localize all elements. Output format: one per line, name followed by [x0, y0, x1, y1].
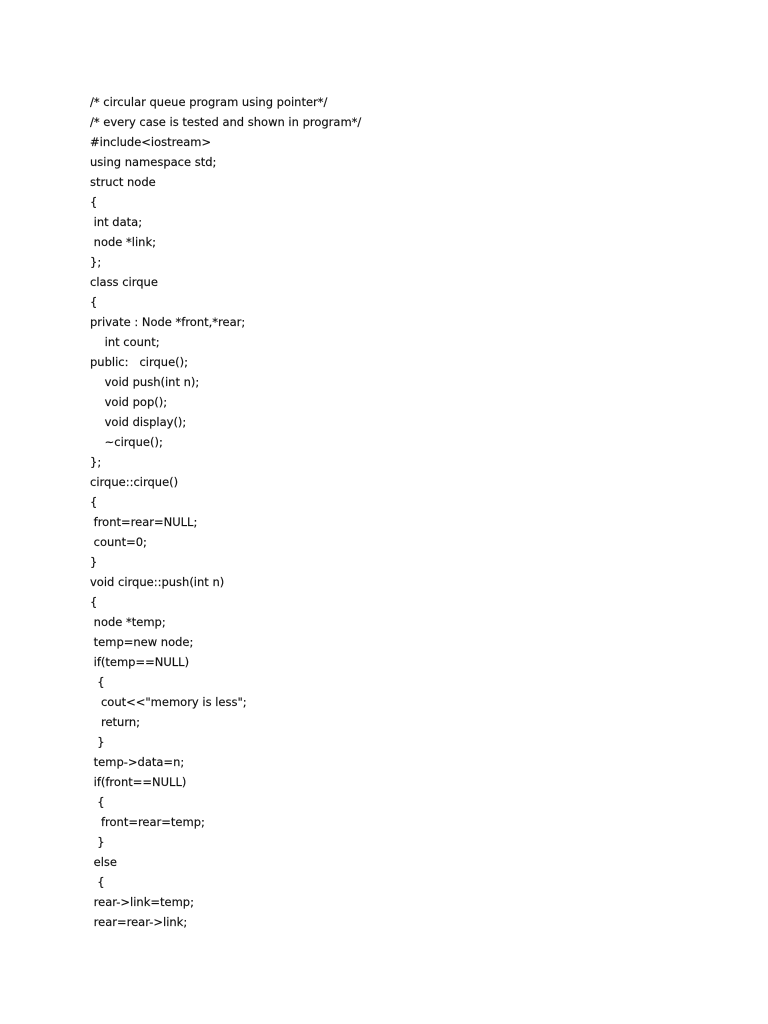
code-line: void display();	[90, 415, 187, 429]
code-line: front=rear=NULL;	[90, 515, 198, 529]
code-line: class cirque	[90, 275, 158, 289]
code-line: struct node	[90, 175, 156, 189]
code-line: {	[90, 875, 105, 889]
code-listing	[90, 92, 361, 932]
code-line: node *link;	[90, 235, 156, 249]
code-line: rear=rear->link;	[90, 915, 188, 929]
code-line: count=0;	[90, 535, 147, 549]
code-line: if(temp==NULL)	[90, 655, 190, 669]
code-line: private : Node *front,*rear;	[90, 315, 246, 329]
code-line: cirque::cirque()	[90, 475, 179, 489]
code-line: void pop();	[90, 395, 168, 409]
code-line: int data;	[90, 215, 143, 229]
code-line: {	[90, 195, 98, 209]
code-line: temp=new node;	[90, 635, 194, 649]
code-line: ~cirque();	[90, 435, 163, 449]
code-line: else	[90, 855, 117, 869]
code-line: void cirque::push(int n)	[90, 575, 225, 589]
code-line: }	[90, 835, 105, 849]
code-line: {	[90, 295, 98, 309]
code-line: node *temp;	[90, 615, 166, 629]
code-line: front=rear=temp;	[90, 815, 205, 829]
code-line: if(front==NULL)	[90, 775, 187, 789]
code-line: rear->link=temp;	[90, 895, 194, 909]
code-line: }	[90, 735, 105, 749]
code-line: cout<<"memory is less";	[90, 695, 247, 709]
code-line: int count;	[90, 335, 160, 349]
code-line: };	[90, 455, 102, 469]
code-line: {	[90, 495, 98, 509]
code-line: using namespace std;	[90, 155, 217, 169]
code-line: {	[90, 795, 105, 809]
code-line: temp->data=n;	[90, 755, 185, 769]
code-line: {	[90, 595, 98, 609]
code-line: void push(int n);	[90, 375, 200, 389]
code-line: return;	[90, 715, 141, 729]
code-line: /* every case is tested and shown in program*/	[90, 115, 362, 129]
code-line: public: cirque();	[90, 355, 188, 369]
code-line: {	[90, 675, 105, 689]
code-line: /* circular queue program using pointer*/	[90, 95, 328, 109]
code-line: #include<iostream>	[90, 135, 212, 149]
code-line: };	[90, 255, 102, 269]
code-line: }	[90, 555, 98, 569]
